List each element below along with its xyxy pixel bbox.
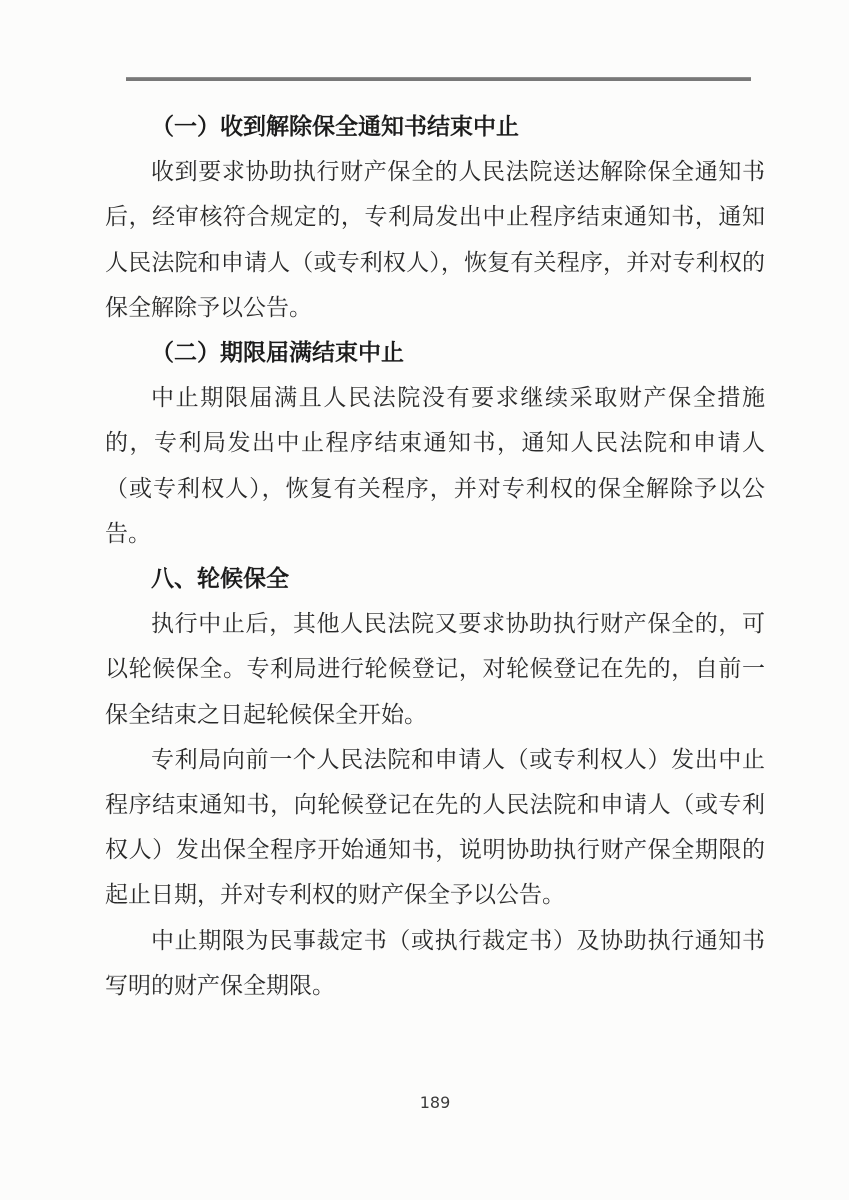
page-number: 189 [419,1093,451,1112]
paragraph-queued-preservation-2: 专利局向前一个人民法院和申请人（或专利权人）发出中止程序结束通知书，向轮候登记在先的人民法院和申请人（或专利权人）发出保全程序开始通知书，说明协助执行财产保全期限的起止日期，并对专利权的财产保全予以公告。 [105,746,765,909]
paragraph-term-expiry: 中止期限届满且人民法院没有要求继续采取财产保全措施的，专利局发出中止程序结束通知书，通知人民法院和申请人（或专利权人），恢复有关程序，并对专利权的保全解除予以公告。 [105,385,765,547]
header-rule [126,77,751,81]
document-body [105,105,765,1009]
section-heading-queued-preservation: 八、轮候保全 [151,566,289,593]
paragraph-release-notice: 收到要求协助执行财产保全的人民法院送达解除保全通知书后，经审核符合规定的，专利局发出中止程序结束通知书，通知人民法院和申请人（或专利权人），恢复有关程序，并对专利权的保全解除予以公告。 [105,159,765,321]
section-heading-term-expiry: （二）期限届满结束中止 [151,340,404,367]
paragraph-queued-preservation-1: 执行中止后，其他人民法院又要求协助执行财产保全的，可以轮候保全。专利局进行轮候登记，对轮候登记在先的，自前一保全结束之日起轮候保全开始。 [105,611,765,728]
section-heading-release-notice: （一）收到解除保全通知书结束中止 [151,114,519,140]
paragraph-suspension-term: 中止期限为民事裁定书（或执行裁定书）及协助执行通知书写明的财产保全期限。 [105,927,765,999]
